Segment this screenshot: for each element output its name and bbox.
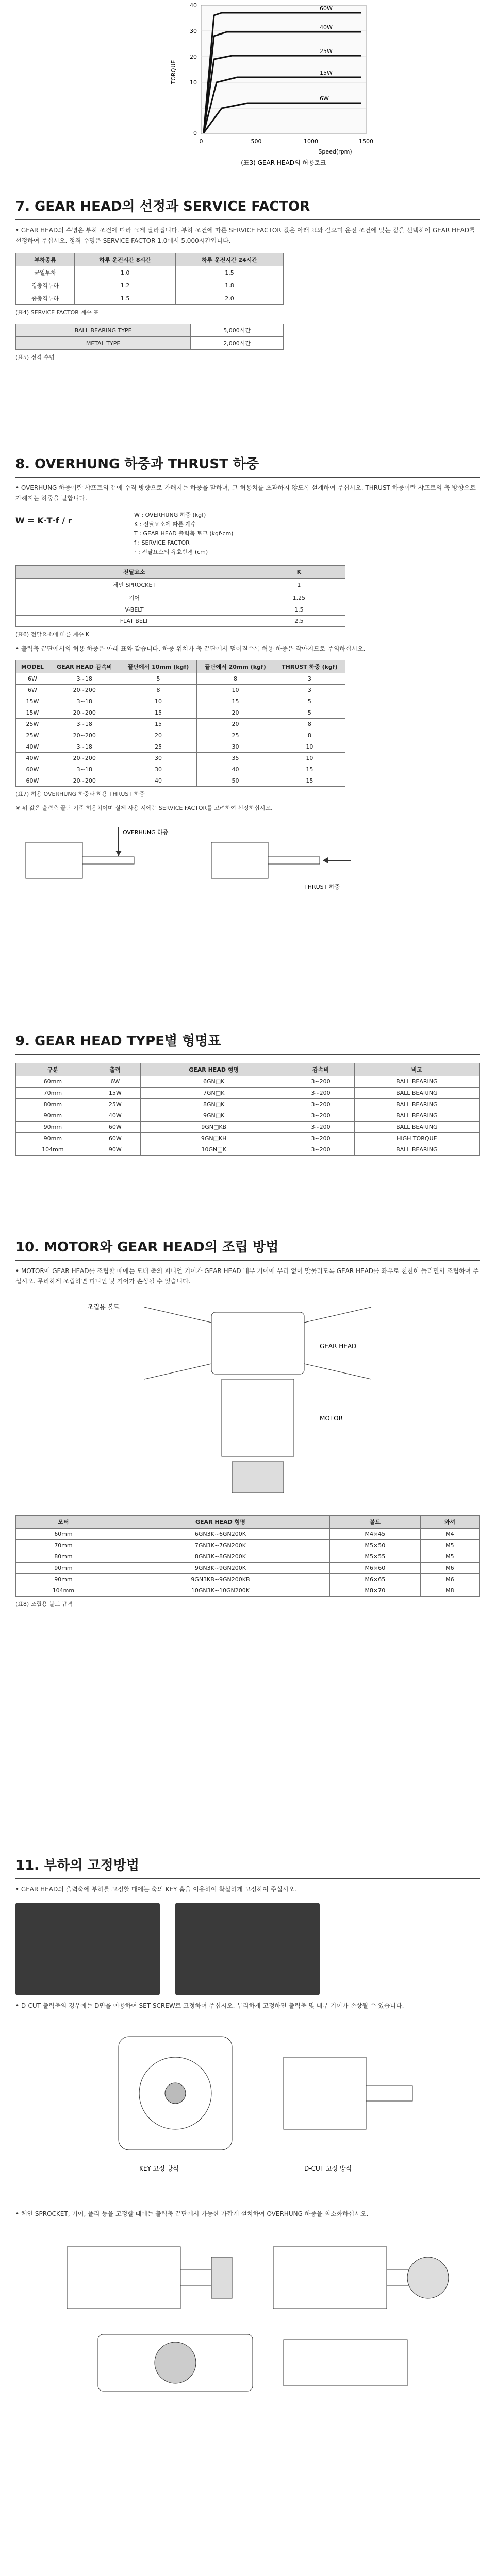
overhung-diagram	[15, 822, 170, 899]
table-cell: 10	[274, 753, 345, 764]
table-cell: 20~200	[49, 685, 120, 696]
table-row	[16, 673, 345, 685]
table-cell: M6×65	[330, 1574, 421, 1585]
table-cell: 90mm	[16, 1122, 90, 1133]
table-row	[16, 764, 345, 775]
table-cell: 15	[197, 696, 274, 707]
table-cell: M5×50	[330, 1540, 421, 1551]
table-cell: 20~200	[49, 775, 120, 787]
table-cell: 15	[274, 764, 345, 775]
table-cell: 8GN□K	[140, 1099, 287, 1110]
table-cell: 80mm	[16, 1551, 111, 1563]
table-cell: 3~18	[49, 696, 120, 707]
table-header: GEAR HEAD 감속비	[49, 660, 120, 673]
table-cell: 9GN□KB	[140, 1122, 287, 1133]
table-cell: 25W	[16, 730, 50, 741]
diagram-label: GEAR HEAD	[320, 1343, 357, 1350]
diagram-label: 조립용 볼트	[88, 1303, 120, 1311]
table-cell: 40W	[90, 1110, 140, 1122]
section-11-body: • GEAR HEAD의 출력축에 부하를 고정할 때에는 축의 KEY 홈을 이용하여 확실하게 고정하여 주십시오.	[15, 1886, 296, 1893]
table-caption: (표8) 조립용 볼트 규격	[15, 1601, 73, 1607]
y-tick: 40	[190, 2, 197, 9]
table-cell: 1	[253, 579, 345, 591]
table-cell: 9GN3K~9GN200K	[111, 1563, 329, 1574]
table-cell: 3~18	[49, 673, 120, 685]
service-factor-table	[15, 253, 284, 305]
table-cell: 25W	[90, 1099, 140, 1110]
table-header: GEAR HEAD 형명	[111, 1516, 329, 1529]
table-cell: 1.2	[75, 279, 176, 292]
table-row	[16, 685, 345, 696]
table-header: 구분	[16, 1063, 90, 1076]
table-cell: 90mm	[16, 1110, 90, 1122]
table-cell: 3~18	[49, 741, 120, 753]
table-cell: 90mm	[16, 1574, 111, 1585]
diagram-label: OVERHUNG 하중	[123, 829, 169, 836]
table-cell: 9GN□KH	[140, 1133, 287, 1144]
y-tick: 10	[190, 79, 197, 86]
table-row	[16, 1088, 480, 1099]
table-header: 전달요소	[16, 566, 253, 579]
table-cell: 20~200	[49, 707, 120, 719]
table-cell: 25	[120, 741, 197, 753]
x-tick: 1000	[304, 138, 318, 145]
table-cell: 60W	[16, 764, 50, 775]
table-row	[16, 1563, 480, 1574]
table-caption: (표4) SERVICE FACTOR 계수 표	[15, 309, 99, 316]
table-cell: 60mm	[16, 1529, 111, 1540]
table-header: 출력	[90, 1063, 140, 1076]
table-cell: 1.5	[176, 266, 284, 279]
table-cell: BALL BEARING	[354, 1076, 479, 1088]
table-row	[16, 1133, 480, 1144]
table-cell: 15W	[16, 696, 50, 707]
table-row	[16, 753, 345, 764]
table-cell: 90mm	[16, 1133, 90, 1144]
diagram-label: MOTOR	[320, 1415, 343, 1422]
x-tick: 1500	[359, 138, 373, 145]
table-cell: 40W	[16, 741, 50, 753]
x-tick: 500	[251, 138, 262, 145]
table-cell: BALL BEARING	[354, 1088, 479, 1099]
table-cell: 10	[120, 696, 197, 707]
table-cell: 5	[120, 673, 197, 685]
section-11-body2: • D-CUT 출력축의 경우에는 D면을 이용하여 SET SCREW로 고정하여 주십시오. 무리하게 고정하면 출력축 및 내부 기어가 손상될 수 있습니다.	[15, 2002, 404, 2009]
table-cell: 6W	[16, 673, 50, 685]
section-8-title: 8. OVERHUNG 하중과 THRUST 하중	[15, 456, 259, 472]
section-9	[15, 1030, 480, 1156]
table-cell: BALL BEARING	[354, 1099, 479, 1110]
rated-life-table	[15, 324, 284, 350]
table-header: 볼트	[330, 1516, 421, 1529]
table-cell: BALL BEARING TYPE	[16, 324, 191, 337]
x-tick: 0	[199, 138, 203, 145]
table-cell: 30	[197, 741, 274, 753]
table-header: K	[253, 566, 345, 579]
table-row	[16, 775, 345, 787]
table-cell: 6GN□K	[140, 1076, 287, 1088]
fixing-diagram	[15, 2016, 480, 2201]
load-mount-diagram	[15, 2226, 480, 2412]
table-cell: 10GN3K~10GN200K	[111, 1585, 329, 1597]
table-cell: 9GN□K	[140, 1110, 287, 1122]
table-cell: 15W	[90, 1088, 140, 1099]
table-cell: 6GN3K~6GN200K	[111, 1529, 329, 1540]
table-cell: M4	[420, 1529, 479, 1540]
table-header: 끝단에서 20mm (kgf)	[197, 660, 274, 673]
table-cell: 70mm	[16, 1540, 111, 1551]
table-cell: 3~200	[287, 1076, 354, 1088]
table-cell: 20~200	[49, 753, 120, 764]
table-cell: 10GN□K	[140, 1144, 287, 1156]
table-cell: 5,000시간	[191, 324, 284, 337]
table-row	[16, 266, 284, 279]
table-row	[16, 1076, 480, 1088]
chart-title: Gear head permissible torque	[284, 173, 291, 174]
table-cell: 15	[274, 775, 345, 787]
motor-photo	[175, 1903, 320, 1995]
table-row	[16, 1551, 480, 1563]
table-cell: 20	[197, 719, 274, 730]
table-cell: 10	[274, 741, 345, 753]
divider	[15, 477, 480, 478]
table-cell: BALL BEARING	[354, 1144, 479, 1156]
x-label: Speed(rpm)	[318, 148, 352, 155]
table-caption: (표5) 정격 수명	[15, 354, 55, 361]
table-cell: 104mm	[16, 1144, 90, 1156]
table-cell: 35	[197, 753, 274, 764]
fixing-photos	[15, 1903, 480, 1995]
table-cell: 20~200	[49, 730, 120, 741]
table-cell: M8×70	[330, 1585, 421, 1597]
table-cell: 3	[274, 673, 345, 685]
table-cell: 8	[274, 730, 345, 741]
diagram-label: D-CUT 고정 방식	[304, 2165, 352, 2172]
table-header: THRUST 하중 (kgf)	[274, 660, 345, 673]
table-cell: 2,000시간	[191, 337, 284, 350]
table-cell: M5	[420, 1551, 479, 1563]
table-cell: M4×45	[330, 1529, 421, 1540]
formula-legend	[134, 511, 233, 557]
table-row	[16, 1144, 480, 1156]
table-cell: 60mm	[16, 1076, 90, 1088]
table-cell: 3	[274, 685, 345, 696]
table-cell: 1.5	[253, 604, 345, 616]
table-cell: 8	[120, 685, 197, 696]
divider	[15, 1054, 480, 1055]
table-cell: 3~200	[287, 1122, 354, 1133]
table-cell: 6W	[90, 1076, 140, 1088]
section-10-body: • MOTOR에 GEAR HEAD를 조립할 때에는 모터 축의 피니언 기어가 GEAR HEAD 내부 기어에 무리 없이 맞물리도록 GEAR HEAD를 좌우로 천천히 돌리면서 조립하여 주십시오. 무리하게 조립하면 피니언 및 기어가 손상될 수 있습니다.	[15, 1267, 479, 1285]
table-header: 와셔	[420, 1516, 479, 1529]
table-cell: 60W	[16, 775, 50, 787]
table-cell: M5	[420, 1540, 479, 1551]
table-cell: M6	[420, 1563, 479, 1574]
diagram-label: KEY 고정 방식	[139, 2165, 179, 2172]
table-row	[16, 1529, 480, 1540]
table-row	[16, 579, 345, 591]
table-cell: 20	[120, 730, 197, 741]
section-8-note: ※ 위 값은 출력축 끝단 기준 허용치이며 실제 사용 시에는 SERVICE FACTOR를 고려하여 선정하십시오.	[15, 805, 273, 811]
table-cell: 60W	[90, 1122, 140, 1133]
table-cell: 3~200	[287, 1110, 354, 1122]
table-cell: M6×60	[330, 1563, 421, 1574]
table-cell: 10	[197, 685, 274, 696]
table-cell: 1.5	[75, 292, 176, 305]
table-caption: (표7) 허용 OVERHUNG 하중과 허용 THRUST 하중	[15, 791, 145, 798]
table-cell: 40	[197, 764, 274, 775]
formula-block	[15, 511, 480, 557]
table-row	[16, 730, 345, 741]
table-cell: HIGH TORQUE	[354, 1133, 479, 1144]
torque-chart	[15, 0, 480, 175]
series-label: 60W	[320, 5, 333, 12]
table-header: 모터	[16, 1516, 111, 1529]
section-7-title: 7. GEAR HEAD의 선정과 SERVICE FACTOR	[15, 199, 310, 214]
table-row	[16, 707, 345, 719]
table-row	[16, 741, 345, 753]
series-label: 6W	[320, 95, 329, 102]
table-header: 부하종류	[16, 253, 75, 266]
table-row	[16, 1122, 480, 1133]
section-11-title: 11. 부하의 고정방법	[15, 1858, 139, 1873]
table-cell: 3~18	[49, 719, 120, 730]
chart-caption: (표3) GEAR HEAD의 허용토크	[241, 159, 326, 166]
legend-line: r : 전달요소의 유효반경 (cm)	[134, 549, 208, 555]
table-cell: 40	[120, 775, 197, 787]
gearhead-model-table	[15, 1063, 480, 1156]
table-cell: 균일부하	[16, 266, 75, 279]
table-cell: 15	[120, 719, 197, 730]
legend-line: T : GEAR HEAD 출력축 토크 (kgf·cm)	[134, 530, 234, 537]
table-cell: 3~200	[287, 1144, 354, 1156]
table-row	[16, 616, 345, 627]
table-cell: 9GN3KB~9GN200KB	[111, 1574, 329, 1585]
table-cell: M6	[420, 1574, 479, 1585]
bolt-table	[15, 1515, 480, 1597]
motor-photo	[15, 1903, 160, 1995]
table-header: 감속비	[287, 1063, 354, 1076]
table-cell: 1.0	[75, 266, 176, 279]
k-factor-table	[15, 565, 345, 627]
table-cell: 15W	[16, 707, 50, 719]
table-cell: 체인 SPROCKET	[16, 579, 253, 591]
table-cell: 50	[197, 775, 274, 787]
table-row	[16, 696, 345, 707]
table-cell: 30	[120, 764, 197, 775]
table-row	[16, 279, 284, 292]
table-header: 하루 운전시간 24시간	[176, 253, 284, 266]
table-cell: 3~200	[287, 1088, 354, 1099]
table-cell: M8	[420, 1585, 479, 1597]
table-row	[16, 1110, 480, 1122]
section-8-body: • OVERHUNG 하중이란 샤프트의 끝에 수직 방향으로 가해지는 하중을 말하며, 그 허용치를 초과하지 않도록 설계하여 주십시오. THRUST 하중이란 샤프트의 축 방향으로 가해지는 하중을 말합니다.	[15, 484, 476, 502]
table-row	[16, 719, 345, 730]
table-cell: 3~18	[49, 764, 120, 775]
table-cell: 90mm	[16, 1563, 111, 1574]
table-cell: 8GN3K~8GN200K	[111, 1551, 329, 1563]
table-cell: 104mm	[16, 1585, 111, 1597]
table-cell: 8	[274, 719, 345, 730]
table-cell: 80mm	[16, 1099, 90, 1110]
table-cell: 60W	[90, 1133, 140, 1144]
section-10	[15, 1236, 480, 1608]
table-header: 끝단에서 10mm (kgf)	[120, 660, 197, 673]
table-cell: 40W	[16, 753, 50, 764]
y-tick: 30	[190, 28, 197, 35]
series-label: 15W	[320, 70, 333, 76]
section-9-title: 9. GEAR HEAD TYPE별 형명표	[15, 1033, 221, 1049]
table-cell: 7GN□K	[140, 1088, 287, 1099]
table-cell: 1.25	[253, 591, 345, 604]
divider	[15, 1878, 480, 1879]
y-tick: 20	[190, 54, 197, 60]
table-header: 하루 운전시간 8시간	[75, 253, 176, 266]
table-row	[16, 292, 284, 305]
formula: W = K·T·f / r	[15, 516, 72, 526]
table-cell: 6W	[16, 685, 50, 696]
series-label: 40W	[320, 24, 333, 31]
table-header: 비고	[354, 1063, 479, 1076]
table-cell: 8	[197, 673, 274, 685]
y-label: TORQUE	[170, 60, 177, 84]
section-11	[15, 1855, 480, 2414]
table-cell: 7GN3K~7GN200K	[111, 1540, 329, 1551]
torque-chart-section	[15, 0, 480, 177]
table-cell: 30	[120, 753, 197, 764]
table-cell: 3~200	[287, 1099, 354, 1110]
diagram-label: THRUST 하중	[304, 884, 340, 890]
table-caption: (표6) 전달요소에 따른 계수 K	[15, 631, 90, 638]
table-row	[16, 604, 345, 616]
section-11-body3: • 체인 SPROCKET, 기어, 풀리 등을 고정할 때에는 출력축 끝단에서 가능한 가깝게 설치하여 OVERHUNG 하중을 최소화하십시오.	[15, 2210, 369, 2217]
assembly-diagram	[15, 1292, 480, 1508]
table-cell: 3~200	[287, 1133, 354, 1144]
table-cell: 1.8	[176, 279, 284, 292]
table-row	[16, 1574, 480, 1585]
table-cell: 25	[197, 730, 274, 741]
divider	[15, 1260, 480, 1261]
legend-line: f : SERVICE FACTOR	[134, 539, 190, 546]
table-header: MODEL	[16, 660, 50, 673]
table-cell: 5	[274, 696, 345, 707]
table-cell: M5×55	[330, 1551, 421, 1563]
section-8	[15, 453, 480, 899]
table-cell: 70mm	[16, 1088, 90, 1099]
table-cell: 2.0	[176, 292, 284, 305]
load-diagrams	[15, 822, 480, 899]
table-row	[16, 1099, 480, 1110]
table-cell: FLAT BELT	[16, 616, 253, 627]
table-cell: V-BELT	[16, 604, 253, 616]
table-cell: 2.5	[253, 616, 345, 627]
section-10-title: 10. MOTOR와 GEAR HEAD의 조립 방법	[15, 1240, 279, 1255]
legend-line: K : 전달요소에 따른 계수	[134, 521, 196, 528]
section-7-body: • GEAR HEAD의 수명은 부하 조건에 따라 크게 달라집니다. 부하 조건에 따른 SERVICE FACTOR 값은 아래 표와 같으며 운전 조건에 맞는 값을 선택하여 GEAR HEAD를 선정하여 주십시오. 정격 수명은 SERVICE FACTOR 1.0에서 5,000시간입니다.	[15, 227, 475, 244]
series-label: 25W	[320, 48, 333, 55]
table-cell: METAL TYPE	[16, 337, 191, 350]
table-row	[16, 591, 345, 604]
table-header: GEAR HEAD 형명	[140, 1063, 287, 1076]
divider	[15, 219, 480, 220]
y-tick: 0	[193, 130, 197, 137]
table-row	[16, 1540, 480, 1551]
table-cell: 25W	[16, 719, 50, 730]
thrust-diagram	[201, 822, 356, 899]
section-7	[15, 196, 480, 361]
load-table	[15, 660, 345, 787]
table-cell: 중충격부하	[16, 292, 75, 305]
table-row	[16, 1585, 480, 1597]
legend-line: W : OVERHUNG 하중 (kgf)	[134, 512, 206, 518]
table-cell: 기어	[16, 591, 253, 604]
table-cell: BALL BEARING	[354, 1122, 479, 1133]
table-cell: 15	[120, 707, 197, 719]
table-cell: 20	[197, 707, 274, 719]
table-cell: 경충격부하	[16, 279, 75, 292]
table-cell: 90W	[90, 1144, 140, 1156]
table-cell: 5	[274, 707, 345, 719]
table-cell: BALL BEARING	[354, 1110, 479, 1122]
section-8-body2: • 출력축 끝단에서의 허용 하중은 아래 표와 같습니다. 하중 위치가 축 끝단에서 멀어질수록 허용 하중은 작아지므로 주의하십시오.	[15, 645, 366, 652]
